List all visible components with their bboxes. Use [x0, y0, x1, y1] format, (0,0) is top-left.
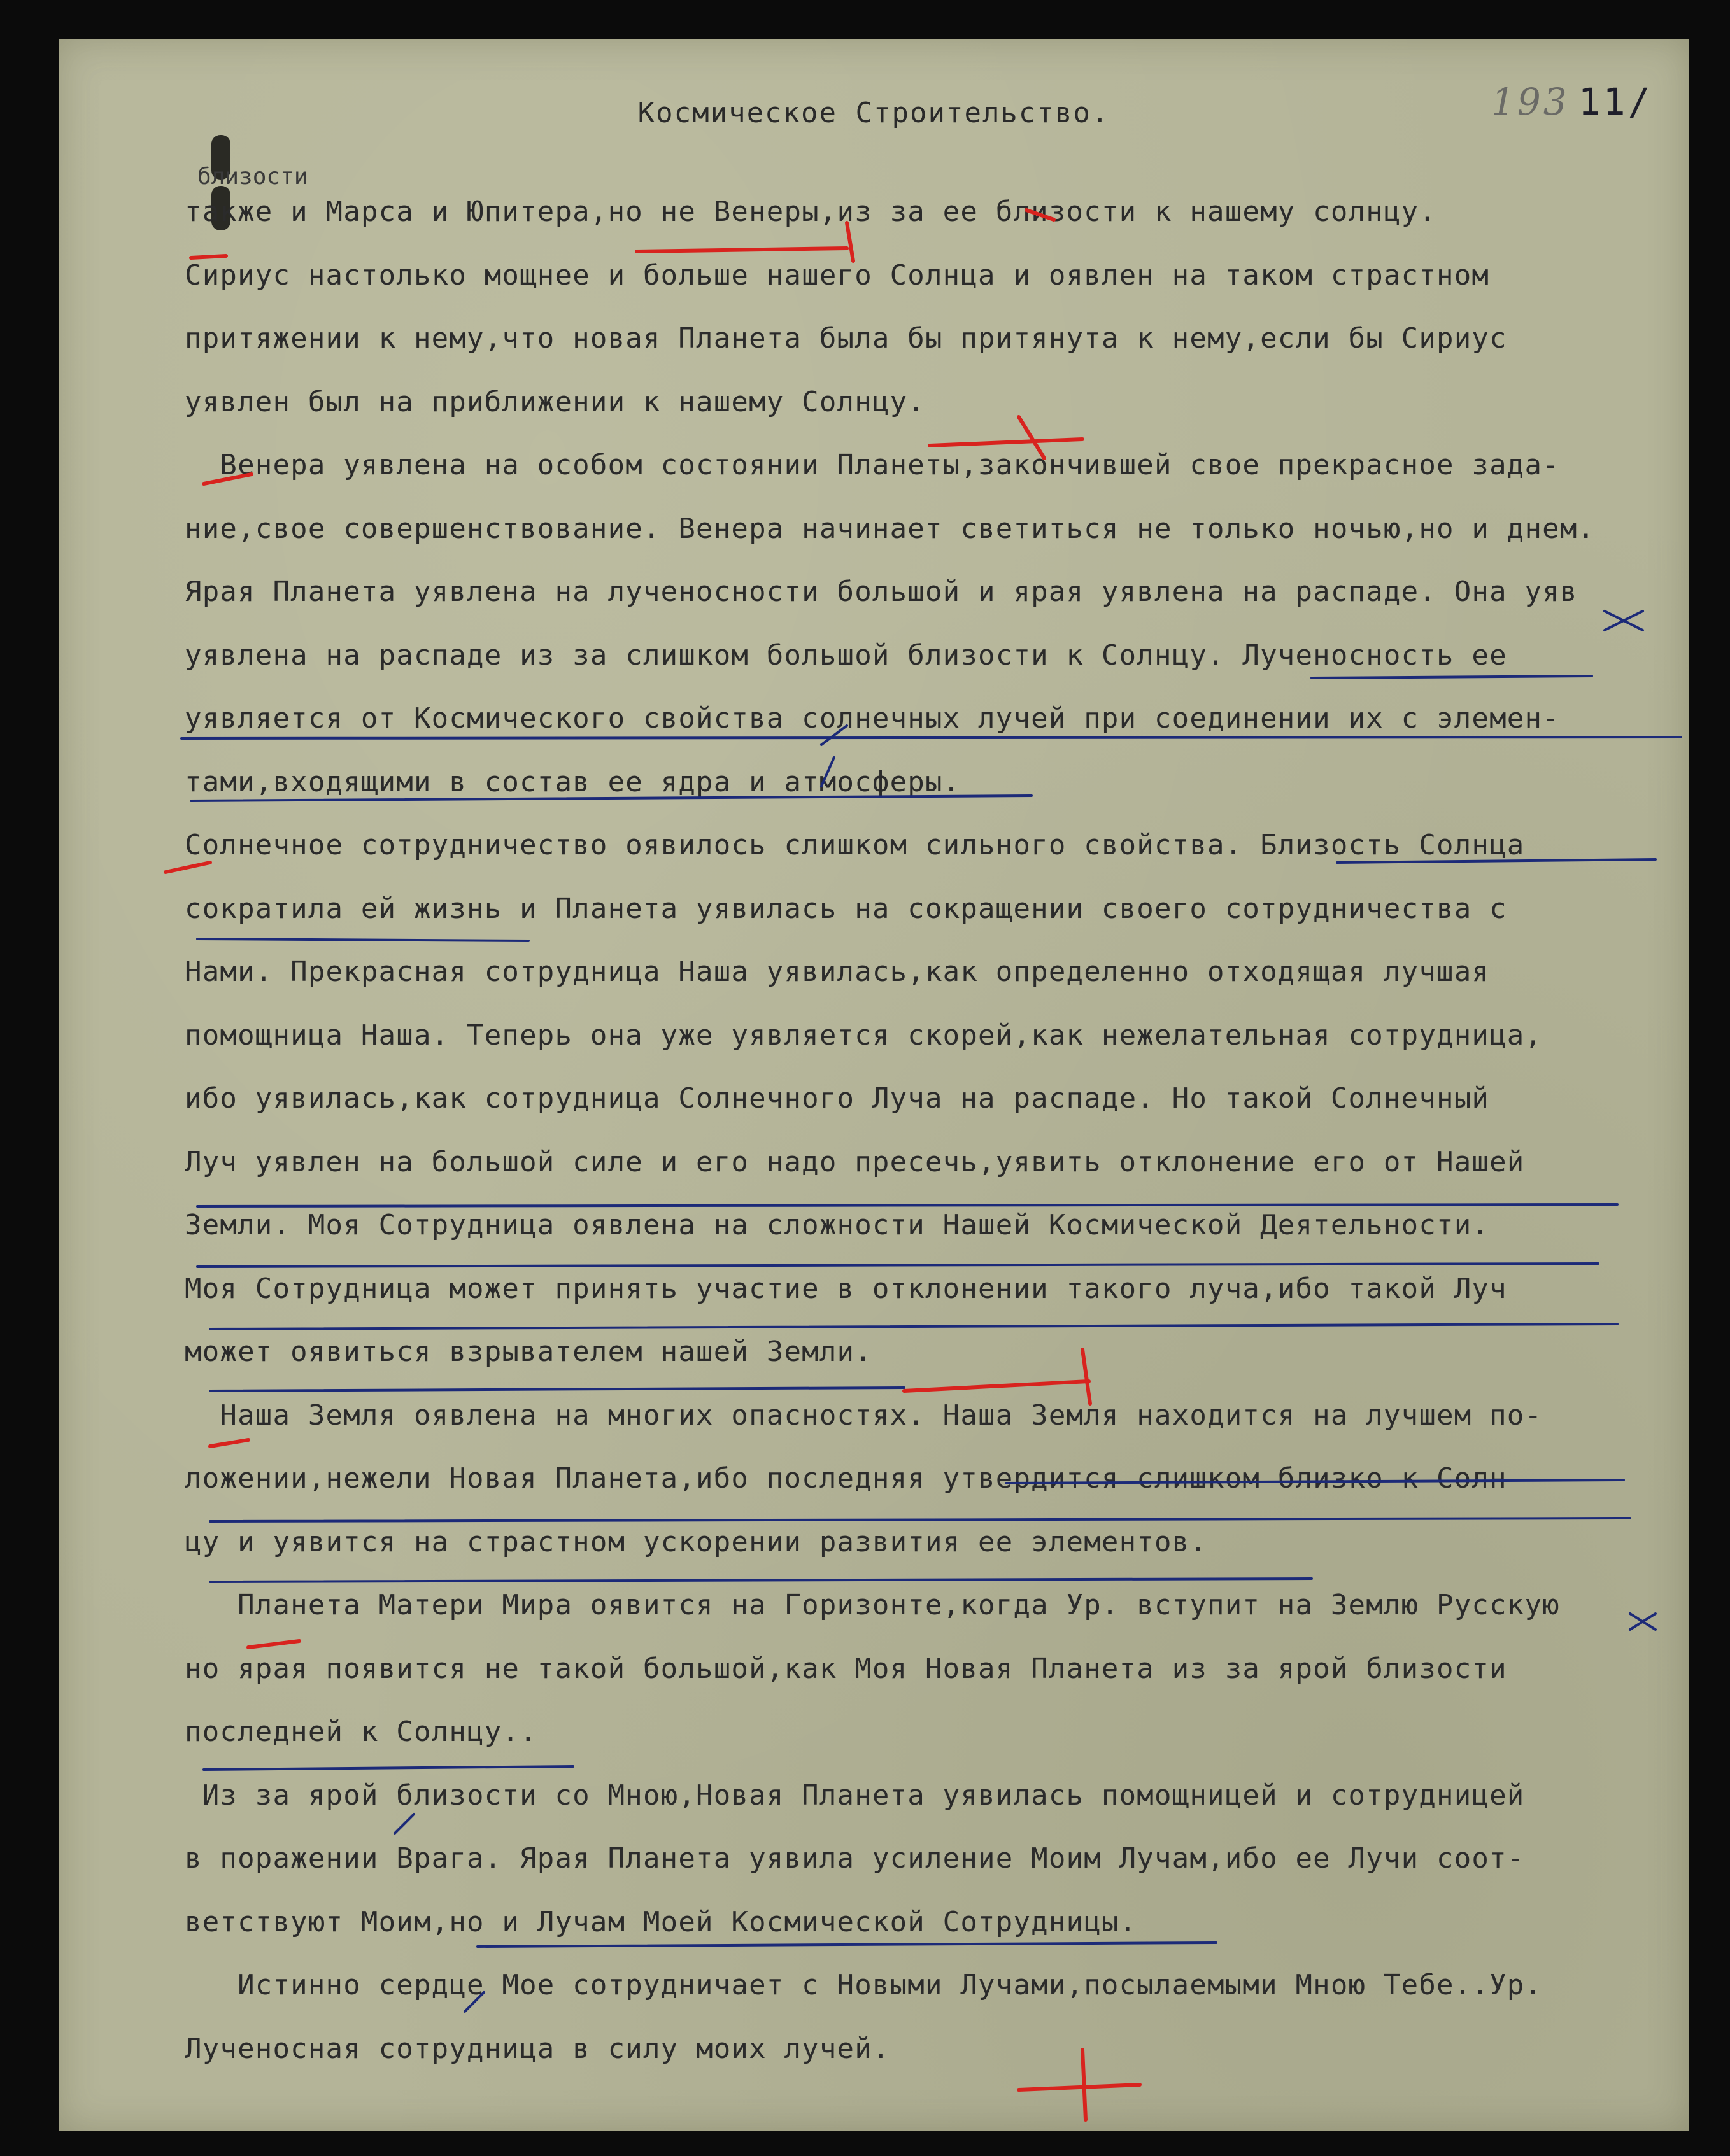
text-line: Ярая Планета уявлена на лученосности большой и ярая уявлена на распаде. Она уяв [185, 575, 1578, 608]
text-line: помощница Наша. Теперь она уже уявляется скорей,как нежелательная сотрудница, [185, 1018, 1543, 1052]
text-line: Сириус настолько мощнее и больше нашего Солнца и оявлен на таком страстном [185, 258, 1490, 292]
text-line: Лученосная сотрудница в силу моих лучей. [185, 2032, 890, 2065]
document-title: Космическое Строительство. [637, 97, 1110, 129]
page-number-pencil: 193 [1491, 80, 1570, 123]
text-line: Солнечное сотрудничество оявилось слишком сильного свойства. Близость Солнца [185, 829, 1525, 861]
red-pencil-underline [930, 439, 1082, 446]
blue-ink-tick [821, 757, 834, 786]
red-pencil-underline [637, 248, 847, 251]
blue-ink-underline [191, 796, 1032, 801]
blue-ink-underline [1312, 676, 1592, 678]
text-line: притяжении к нему,что новая Планета была бы притянута к нему,если бы Сириус [185, 322, 1507, 355]
margin-note: близости [197, 164, 308, 190]
text-line: уявлен был на приближении к нашему Солнцу. [185, 385, 925, 418]
blue-ink-underline [210, 1324, 1617, 1329]
blue-ink-underline [210, 1579, 1312, 1582]
blue-ink-underline [1337, 859, 1656, 863]
text-line: но ярая появится не такой большой,как Моя Новая Планета из за ярой близости [185, 1652, 1507, 1685]
text-line: уявлена на распаде из за слишком большой близости к Солнцу. Лученосность ее [185, 638, 1507, 672]
text-line: Венера уявлена на особом состоянии Планеты,закончившей свое прекрасное зада- [185, 449, 1560, 481]
text-line: также и Марса и Юпитера,но не Венеры,из за ее близости к нашему солнцу. [185, 195, 1437, 228]
blue-ink-underline [204, 1766, 573, 1770]
text-line: Из за ярой близости со Мною,Новая Планета уявилась помощницей и сотрудницей [185, 1779, 1525, 1812]
text-line: сократила ей жизнь и Планета уявилась на сокращении своего сотрудничества с [185, 892, 1507, 925]
red-pencil-dash [248, 1641, 299, 1647]
blue-ink-underline [181, 737, 1681, 738]
text-line: ветствуют Моим,но и Лучам Моей Космической Сотрудницы. [185, 1905, 1137, 1938]
text-line: уявляется от Космического свойства солнечных лучей при соединении их с элемен- [185, 702, 1560, 735]
page-number-slash: / [1627, 80, 1653, 123]
blue-ink-underline [197, 939, 528, 941]
text-line: Истинно сердце Мое сотрудничает с Новыми Лучами,посылаемыми Мною Тебе..Ур. [185, 1969, 1543, 2001]
text-line: Земли. Моя Сотрудница оявлена на сложности Нашей Космической Деятельности. [185, 1209, 1490, 1241]
text-line: ние,свое совершенствование. Венера начинает светиться не только ночью,но и днем. [185, 512, 1596, 545]
text-line: ложении,нежели Новая Планета,ибо последняя утвердится слишком близко к Солн- [185, 1462, 1525, 1495]
red-pencil-tick [847, 223, 853, 261]
blue-ink-underline [1006, 1480, 1624, 1483]
text-line: может оявиться взрывателем нашей Земли. [185, 1335, 872, 1368]
red-pencil-tick [1019, 417, 1044, 458]
blue-ink-tick [465, 1992, 484, 2012]
red-pencil-tick [1082, 1349, 1090, 1404]
text-line: Луч уявлен на большой силе и его надо пресечь,уявить отклонение его от Нашей [185, 1145, 1525, 1178]
red-pencil-dash [166, 863, 210, 872]
red-pencil-dash [210, 1440, 248, 1446]
red-pencil-cross [1082, 2050, 1086, 2120]
text-line: тами,входящими в состав ее ядра и атмосферы. [185, 765, 961, 798]
text-line: цу и уявится на страстном ускорении развития ее элементов. [185, 1525, 1208, 1558]
text-line: Наша Земля оявлена на многих опасностях. Наша Земля находится на лучшем по- [185, 1399, 1543, 1432]
red-pencil-dash [191, 256, 226, 258]
blue-ink-tick [395, 1814, 414, 1833]
text-line: в поражении Врага. Ярая Планета уявила усиление Моим Лучам,ибо ее Лучи соот- [185, 1842, 1525, 1875]
text-line: Планета Матери Мира оявится на Горизонте,когда Ур. вступит на Землю Русскую [185, 1589, 1560, 1621]
blue-ink-underline [197, 1204, 1617, 1206]
text-line: Нами. Прекрасная сотрудница Наша уявилась,как определенно отходящая лучшая [185, 955, 1490, 988]
blue-ink-underline [210, 1518, 1630, 1521]
blue-ink-underline [478, 1943, 1216, 1947]
blue-ink-underline [210, 1388, 904, 1391]
text-line: Моя Сотрудница может принять участие в отклонении такого луча,ибо такой Луч [185, 1272, 1507, 1305]
red-pencil-cross [1019, 2085, 1140, 2090]
red-pencil-underline [904, 1381, 1089, 1391]
red-pencil-dash [204, 474, 252, 484]
red-pencil-tick [1026, 210, 1054, 220]
blue-ink-tick [821, 726, 847, 745]
page-number-ink: 11 [1578, 80, 1628, 123]
blue-ink-underline [197, 1264, 1598, 1267]
text-line: ибо уявилась,как сотрудница Солнечного Луча на распаде. Но такой Солнечный [185, 1082, 1490, 1115]
text-line: последней к Солнцу.. [185, 1716, 537, 1748]
